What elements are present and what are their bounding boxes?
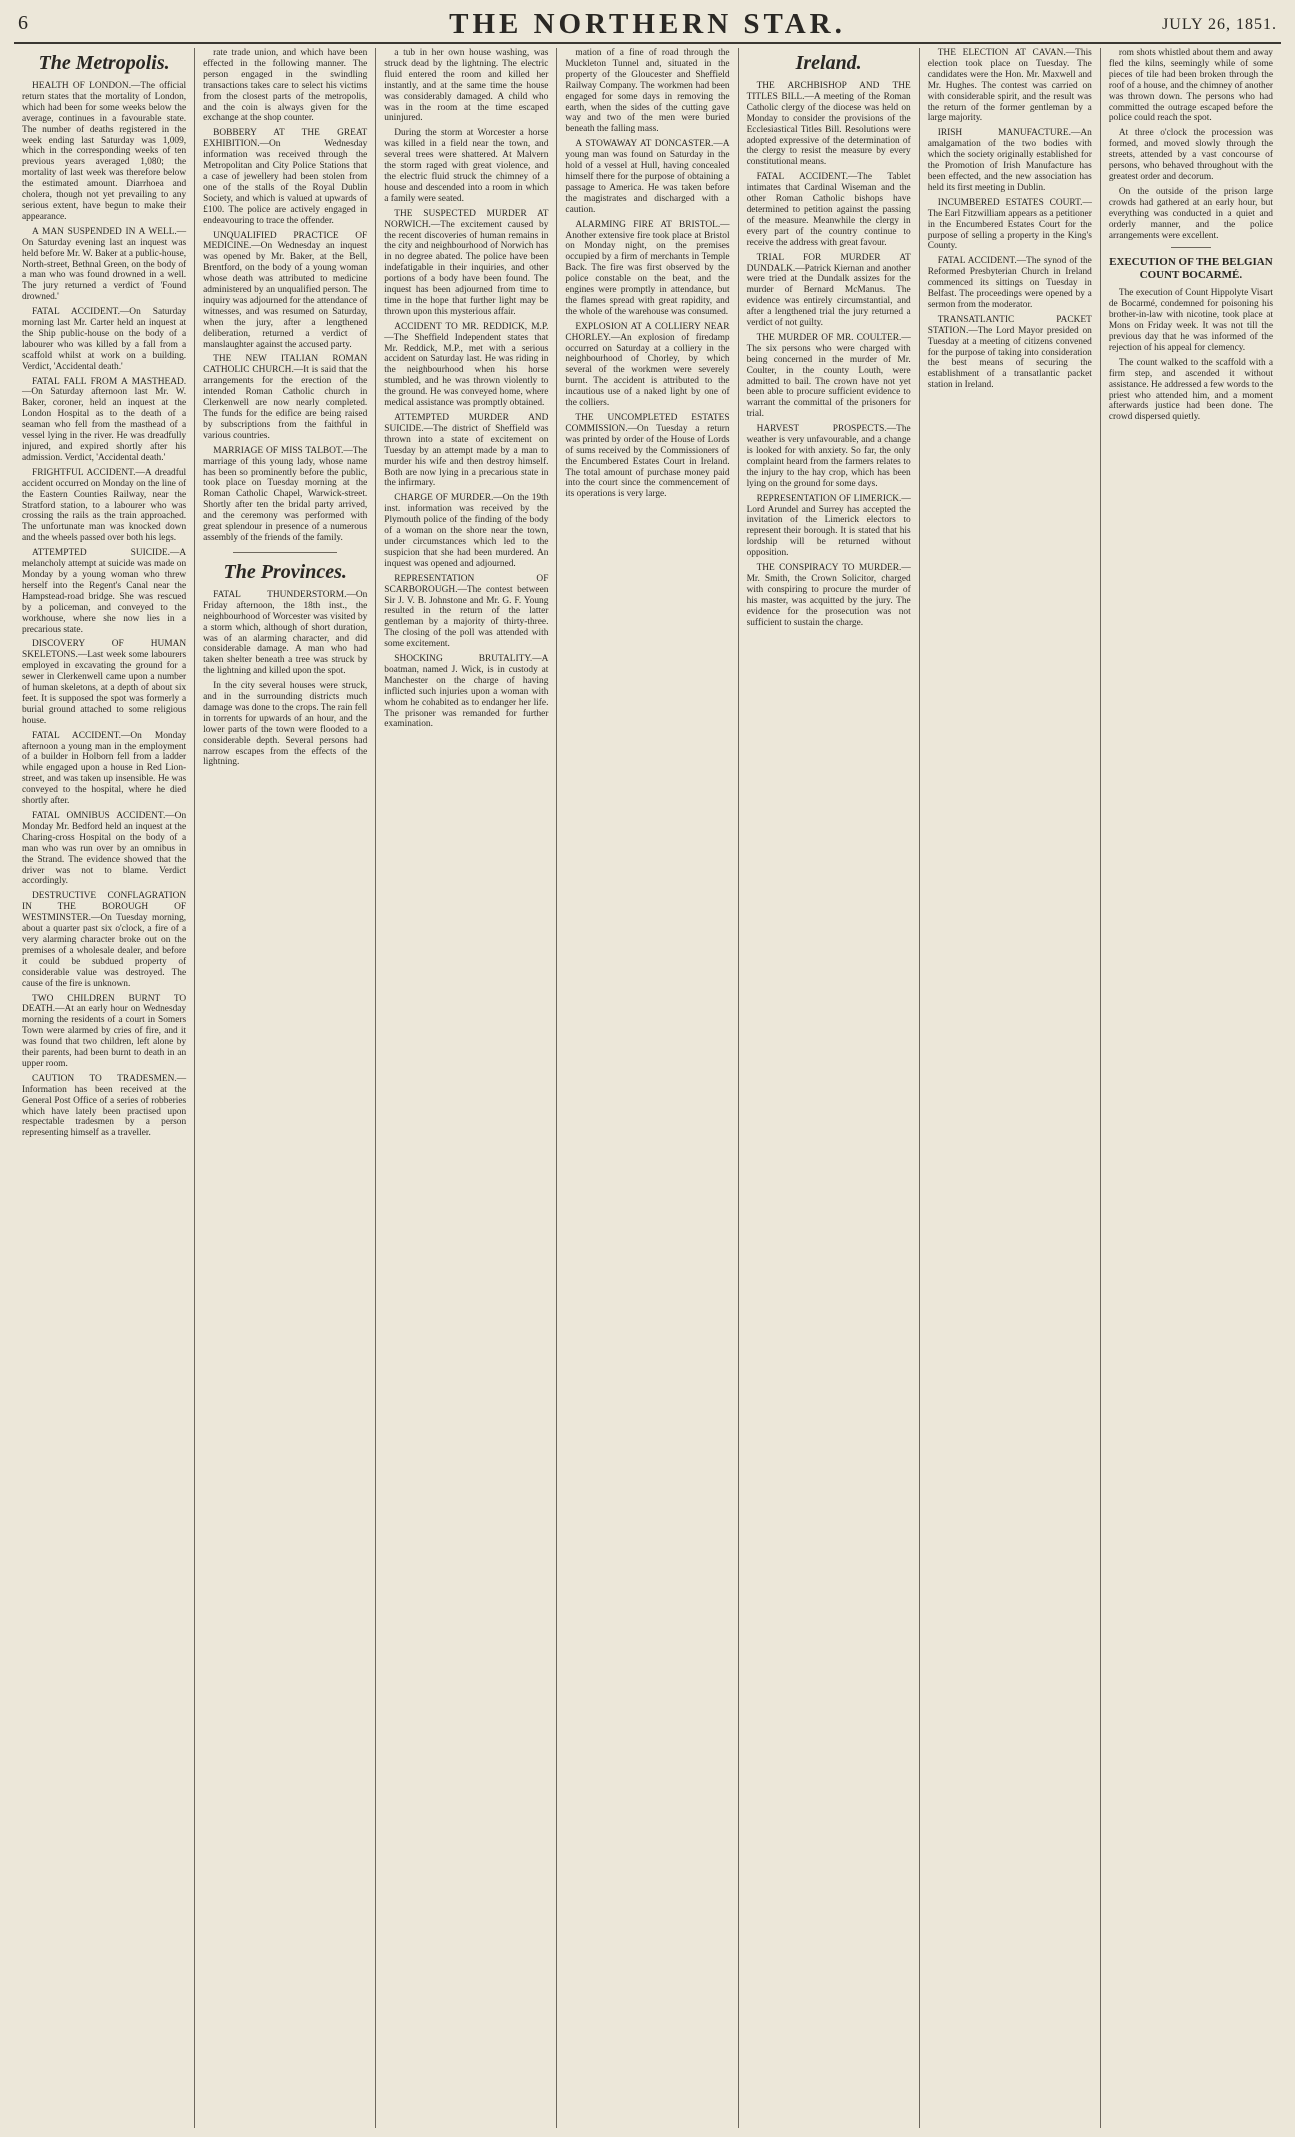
- paragraph: THE UNCOMPLETED ESTATES COMMISSION.—On Tuesday a return was printed by order of the House of Lords of sums received by the Commissioners of the Encumbered Estates Court in Ireland. The total amount of purchase money paid into the court since the commencement of its operations is very large.: [565, 413, 730, 500]
- paragraph: THE CONSPIRACY TO MURDER.—Mr. Smith, the Crown Solicitor, charged with conspiring to procure the murder of his master, was acquitted by the jury. The evidence for the prosecution was not sufficient to sustain the charge.: [746, 563, 911, 628]
- paragraph: In the city several houses were struck, and in the surrounding districts much damage was done to the crops. The rain fell in torrents for upwards of an hour, and the lower parts of the town were flooded to a considerable depth. Several persons had narrow escapes from the effects of the lightning.: [203, 681, 368, 768]
- paragraph: a tub in her own house washing, was struck dead by the lightning. The electric fluid entered the room and killed her instantly, and at the same time the house was considerably damaged. A child who was in the room at the time escaped uninjured.: [384, 48, 549, 124]
- section-heading-provinces: The Provinces.: [223, 560, 347, 583]
- column-5-text: [747, 81, 911, 629]
- paragraph: FATAL OMNIBUS ACCIDENT.—On Monday Mr. Bedford held an inquest at the Charing-cross Hospital on the body of a man who was run over by an omnibus in the Strand. The evidence showed that the driver was not to blame. Verdict accordingly.: [22, 811, 187, 887]
- paragraph: A MAN SUSPENDED IN A WELL.—On Saturday evening last an inquest was held before Mr. W. Baker at a public-house, North-street, Bethnal Green, on the body of a man who was found drowned in a well. The jury returned a verdict of 'Found drowned.': [22, 226, 187, 303]
- newspaper-title: THE NORTHERN STAR.: [449, 8, 846, 40]
- paragraph: IRISH MANUFACTURE.—An amalgamation of the two bodies with which the society originally established for the Promotion of Irish Manufacture has been effected, and the new association has held its first meeting in Dublin.: [927, 128, 1092, 193]
- paragraph: THE NEW ITALIAN ROMAN CATHOLIC CHURCH.—It is said that the arrangements for the erection of the intended Roman Catholic church in Clerkenwell are now nearly completed. The funds for the edifice are being raised by subscriptions from the faithful in various countries.: [203, 354, 368, 441]
- paragraph: ALARMING FIRE AT BRISTOL.—Another extensive fire took place at Bristol on Monday night, on the premises occupied by a firm of merchants in Temple Back. The fire was first observed by the police constable on the beat, and the engines were promptly in attendance, but the flames spread with great rapidity, and the whole of the warehouse was consumed.: [565, 219, 730, 317]
- paragraph: DISCOVERY OF HUMAN SKELETONS.—Last week some labourers employed in excavating the ground for a sewer in Clerkenwell came upon a number of human skeletons, at a depth of about six feet. It is supposed the spot was formerly a burial ground attached to some religious house.: [22, 639, 187, 726]
- paragraph: BOBBERY AT THE GREAT EXHIBITION.—On Wednesday information was received through the Metropolitan and City Police Stations that a case of jewellery had been stolen from one of the stalls of the Royal Dublin Society, and which is valued at upwards of £100. The police are actively engaged in endeavouring to trace the offender.: [203, 128, 368, 226]
- paragraph: ACCIDENT TO MR. REDDICK, M.P.—The Sheffield Independent states that Mr. Reddick, M.P., met with a serious accident on Saturday last. He was riding in the neighbourhood when his horse stumbled, and he was thrown violently to the ground. He was conveyed home, where medical assistance was promptly obtained.: [384, 321, 549, 409]
- column-7-text-top: [1109, 48, 1273, 241]
- paragraph: REPRESENTATION OF LIMERICK.—Lord Arundel and Surrey has accepted the invitation of the Limerick electors to represent their borough. It is stated that his lordship will be returned without opposition.: [746, 493, 911, 559]
- paragraph: THE ARCHBISHOP AND THE TITLES BILL.—A meeting of the Roman Catholic clergy of the diocese was held on Monday to consider the provisions of the Ecclesiastical Titles Bill. Resolutions were adopted expressive of the determination of the clergy to resist the measure by every constitutional means.: [746, 81, 911, 168]
- paragraph: DESTRUCTIVE CONFLAGRATION IN THE BOROUGH OF WESTMINSTER.—On Tuesday morning, about a quarter past six o'clock, a fire of a very alarming character broke out on the premises of a wholesale dealer, and before it could be subdued property of considerable value was destroyed. The cause of the fire is unknown.: [22, 891, 187, 989]
- column-3: [376, 48, 557, 2128]
- column-2-text-provinces: [203, 590, 367, 769]
- column-2: [195, 48, 376, 2128]
- section-heading-ireland: Ireland.: [795, 52, 862, 74]
- paragraph: The count walked to the scaffold with a firm step, and ascended it without assistance. He addressed a few words to the priest who attended him, and a moment afterwards justice had been done. The crowd dispersed quietly.: [1108, 357, 1273, 423]
- paragraph: MARRIAGE OF MISS TALBOT.—The marriage of this young lady, whose name has been so prominently before the public, took place on Tuesday morning at the Roman Catholic Chapel, Warwick-street. Shortly after ten the bridal party arrived, and the ceremony was performed with great splendour in presence of a numerous assembly of the friends of the family.: [203, 445, 368, 543]
- column-4: [557, 48, 738, 2128]
- paragraph: UNQUALIFIED PRACTICE OF MEDICINE.—On Wednesday an inquest was opened by Mr. Baker, at the Bell, Brentford, on the body of a young woman whose death was attributed to medicine administered by an unqualified person. The inquiry was adjourned for the attendance of witnesses, and was resumed on Saturday, when the jury, after a lengthened deliberation, returned a verdict of manslaughter against the accused party.: [203, 230, 368, 350]
- paragraph: HARVEST PROSPECTS.—The weather is very unfavourable, and a change is looked for with anxiety. So far, the only complaint heard from the farmers relates to the injury to the hay crop, which has been lying on the ground for some days.: [746, 424, 911, 489]
- column-7: [1101, 48, 1281, 2128]
- paragraph: On the outside of the prison large crowds had gathered at an early hour, but everything was conducted in a quiet and orderly manner, and the police arrangements were excellent.: [1108, 186, 1273, 241]
- column-1-text: [22, 81, 186, 1139]
- paragraph: THE ELECTION AT CAVAN.—This election took place on Tuesday. The candidates were the Hon. Mr. Maxwell and Mr. Hughes. The contest was carried on with considerable spirit, and the result was the return of the former gentleman by a large majority.: [927, 48, 1092, 124]
- column-5: [739, 48, 920, 2128]
- paragraph: FRIGHTFUL ACCIDENT.—A dreadful accident occurred on Monday on the line of the Eastern Counties Railway, near the Stratford station, to a labourer who was crossing the rails as the train approached. The unfortunate man was knocked down and the wheels passed over both his legs.: [22, 467, 187, 544]
- column-6: [920, 48, 1101, 2128]
- paragraph: CHARGE OF MURDER.—On the 19th inst. information was received by the Plymouth police of the finding of the body of a woman on the shore near the town, under circumstances which led to the suspicion that she had been murdered. An inquest was opened and adjourned.: [384, 493, 549, 569]
- issue-date: JULY 26, 1851.: [1162, 16, 1277, 33]
- paragraph: rate trade union, and which have been effected in the following manner. The person engaged in the swindling transactions takes care to select his victims from the closest parts of the metropolis, and the coin is always given for the exchange at the shop counter.: [203, 48, 368, 124]
- paragraph: THE SUSPECTED MURDER AT NORWICH.—The excitement caused by the recent discoveries of human remains in the city and neighbourhood of Norwich has in no degree abated. The police have been indefatigable in their inquiries, and other portions of a body have been found. The inquest has been adjourned from time to time in the hope that further light may be thrown upon this mysterious affair.: [384, 208, 549, 317]
- article-heading-execution: EXECUTION OF THE BELGIAN COUNT BOCARMÉ.: [1109, 256, 1273, 282]
- section-heading-metropolis: The Metropolis.: [38, 52, 170, 74]
- column-6-text: [928, 48, 1092, 391]
- paragraph: FATAL ACCIDENT.—The Tablet intimates that Cardinal Wiseman and the other Roman Catholic bishops have determined to petition against the passing of the measure. Meanwhile the clergy in every part of the country continue to receive the address with great favour.: [746, 172, 911, 248]
- paragraph: SHOCKING BRUTALITY.—A boatman, named J. Wick, is in custody at Manchester on the charge of having inflicted such injuries upon a woman with whom he cohabited as to endanger her life. The prisoner was remanded for further examination.: [384, 654, 549, 730]
- paragraph: mation of a fine of road through the Muckleton Tunnel and, situated in the property of the Gloucester and Sheffield Railway Company. The workmen had been engaged for some days in removing the earth, when the sides of the cutting gave way and two of the men were buried beneath the falling mass.: [565, 48, 730, 135]
- column-1: [14, 48, 195, 2128]
- paragraph: During the storm at Worcester a horse was killed in a field near the town, and several trees were shattered. At Malvern the storm raged with great violence, and the electric fluid struck the chimney of a house and descended into a room in which a family were seated.: [384, 128, 549, 204]
- page-number: 6: [18, 12, 28, 34]
- paragraph: THE MURDER OF MR. COULTER.—The six persons who were charged with being concerned in the murder of Mr. Coulter, in the county Louth, were admitted to bail. The crown have not yet been able to procure sufficient evidence to warrant the committal of the prisoners for trial.: [746, 332, 911, 420]
- column-2-text: [203, 48, 367, 544]
- paragraph: TRANSATLANTIC PACKET STATION.—The Lord Mayor presided on Tuesday at a meeting of citizens convened for the purpose of taking into consideration the best means of securing the establishment of a transatlantic packet station in Ireland.: [927, 314, 1092, 391]
- paragraph: ATTEMPTED MURDER AND SUICIDE.—The district of Sheffield was thrown into a state of excitement on Tuesday by an attempt made by a man to murder his wife and then destroy himself. Both are now lying in a precarious state in the infirmary.: [384, 413, 549, 489]
- column-3-text: [384, 48, 548, 730]
- paragraph: FATAL ACCIDENT.—On Saturday morning last Mr. Carter held an inquest at the Ship public-house on the body of a labourer who was killed by a fall from a scaffold whilst at work on a building. Verdict, 'Accidental death.': [22, 307, 187, 372]
- paragraph: REPRESENTATION OF SCARBOROUGH.—The contest between Sir J. V. B. Johnstone and Mr. G. F. Young resulted in the return of the latter gentleman by a majority of thirty-three. The closing of the poll was attended with some excitement.: [384, 573, 549, 650]
- column-4-text: [565, 48, 729, 500]
- paragraph: ATTEMPTED SUICIDE.—A melancholy attempt at suicide was made on Monday by a young woman who threw herself into the Regent's Canal near the Hampstead-road bridge. She was rescued by a policeman, and conveyed to the workhouse, where she now lies in a precarious state.: [22, 548, 187, 635]
- columns: [14, 48, 1281, 2128]
- paragraph: FATAL FALL FROM A MASTHEAD.—On Saturday afternoon last Mr. W. Baker, coroner, held an inquest at the London Hospital as to the death of a seaman who fell from the masthead of a vessel lying in the river. He was dreadfully injured, and expired shortly after his admission. Verdict, 'Accidental death.': [22, 376, 187, 463]
- paragraph: FATAL ACCIDENT.—On Monday afternoon a young man in the employment of a builder in Holborn fell from a ladder while engaged upon a house in Red Lion-street, and was taken up insensible. He was conveyed to the hospital, where he died shortly after.: [22, 730, 187, 807]
- paragraph: The execution of Count Hippolyte Visart de Bocarmé, condemned for poisoning his brother-in-law with nicotine, took place at Mons on Friday week. It was not till the previous day that he was informed of the rejection of his appeal for clemency.: [1108, 288, 1273, 353]
- paragraph: FATAL ACCIDENT.—The synod of the Reformed Presbyterian Church in Ireland commenced its sittings on Tuesday in Belfast. The proceedings were opened by a sermon from the moderator.: [927, 256, 1092, 310]
- divider: [233, 552, 337, 553]
- paragraph: CAUTION TO TRADESMEN.—Information has been received at the General Post Office of a series of robberies which have lately been practised upon respectable tradesmen by a person representing himself as a traveller.: [22, 1073, 187, 1139]
- paragraph: rom shots whistled about them and away fled the kilns, seemingly while of some pieces of tile had been broken through the roof of a house, and the chimney of another was thrown down. The persons who had committed the outrage escaped before the police could reach the spot.: [1108, 48, 1273, 124]
- paragraph: HEALTH OF LONDON.—The official return states that the mortality of London, which had been for some weeks below the average, continues in a favourable state. The number of deaths registered in the week ending last Saturday was 1,009, which in the corresponding weeks of ten previous years averaged 1,080; the mortality of last week was therefore below the estimated amount. Diarrhoea and cholera, though not yet prevailing to any serious extent, have begun to make their appearance.: [22, 81, 187, 222]
- paragraph: TRIAL FOR MURDER AT DUNDALK.—Patrick Kiernan and another were tried at the Dundalk assizes for the murder of Bernard McManus. The evidence was entirely circumstantial, and after a lengthened trial the jury returned a verdict of not guilty.: [746, 252, 911, 329]
- paragraph: FATAL THUNDERSTORM.—On Friday afternoon, the 18th inst., the neighbourhood of Worcester was visited by a storm which, although of short duration, was of an alarming character, and did considerable damage. A man who had taken shelter beneath a tree was struck by the lightning and killed upon the spot.: [203, 589, 368, 677]
- paragraph: At three o'clock the procession was formed, and moved slowly through the streets, attended by a vast concourse of persons, who behaved throughout with the greatest order and decorum.: [1108, 128, 1273, 182]
- paragraph: EXPLOSION AT A COLLIERY NEAR CHORLEY.—An explosion of firedamp occurred on Saturday at a colliery in the neighbourhood of Chorley, by which several of the workmen were severely burnt. The accident is attributed to the incautious use of a naked light by one of the colliers.: [565, 321, 730, 409]
- paragraph: INCUMBERED ESTATES COURT.—The Earl Fitzwilliam appears as a petitioner in the Encumbered Estates Court for the purpose of selling a property in the King's County.: [927, 197, 1092, 252]
- paragraph: TWO CHILDREN BURNT TO DEATH.—At an early hour on Wednesday morning the residents of a court in Somers Town were alarmed by cries of fire, and it was found that two children, left alone by their parents, had been burnt to death in an upper room.: [22, 993, 187, 1069]
- divider: [1171, 247, 1211, 248]
- paragraph: A STOWAWAY AT DONCASTER.—A young man was found on Saturday in the hold of a vessel at Hull, having concealed himself there for the purpose of obtaining a passage to America. He was taken before the magistrates and discharged with a caution.: [565, 139, 730, 215]
- column-7-text-bottom: [1109, 288, 1273, 423]
- masthead: [14, 8, 1281, 44]
